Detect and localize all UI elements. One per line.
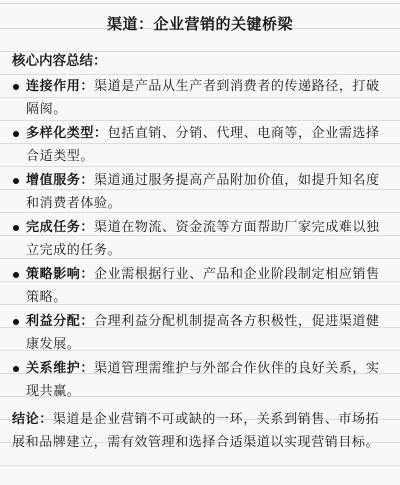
bullet-icon [13, 84, 19, 90]
page-title: 渠道：企业营销的关键桥梁 [106, 15, 293, 33]
bullet-icon [13, 131, 19, 137]
item-separator: ： [80, 173, 95, 188]
conclusion-term: 结论 [12, 412, 40, 427]
list-item [10, 311, 390, 356]
list-item [10, 358, 390, 403]
item-term: 关系维护 [26, 361, 81, 376]
conclusion-paragraph [12, 409, 390, 454]
item-separator: ： [80, 314, 95, 329]
list-item [10, 170, 390, 215]
item-separator: ： [80, 267, 95, 282]
item-text: 企业需根据行业、产品和企业阶段制定相应销售策略。 [26, 267, 380, 305]
summary-list [10, 76, 390, 403]
item-text: 包括直销、分销、代理、电商等，企业需选择合适类型。 [26, 126, 380, 164]
item-text: 渠道管理需维护与外部合作伙伴的良好关系，实现共赢。 [26, 361, 380, 399]
item-term: 利益分配 [26, 314, 81, 329]
list-item [10, 123, 390, 168]
list-item [10, 217, 390, 262]
item-separator: ： [80, 220, 95, 235]
summary-heading: 核心内容总结： [12, 53, 107, 69]
item-text: 合理利益分配机制提高各方积极性，促进渠道健康发展。 [26, 314, 380, 352]
list-item [10, 264, 390, 309]
item-separator: ： [94, 126, 108, 141]
item-term: 连接作用 [26, 79, 81, 94]
bullet-icon [13, 272, 19, 278]
conclusion-text: 渠道是企业营销不可或缺的一环，关系到销售、市场拓展和品牌建立，需有效管理和选择合适渠道以实现营销目标。 [12, 412, 380, 450]
item-term: 增值服务 [26, 173, 81, 188]
item-term: 完成任务 [26, 220, 81, 235]
bullet-icon [13, 178, 19, 184]
item-term: 多样化类型 [26, 126, 95, 141]
bullet-icon [13, 225, 19, 231]
bullet-icon [13, 366, 19, 372]
item-term: 策略影响 [26, 267, 81, 282]
item-separator: ： [80, 79, 95, 94]
list-item [10, 76, 390, 121]
item-text: 渠道在物流、资金流等方面帮助厂家完成难以独立完成的任务。 [26, 220, 380, 258]
conclusion-separator: ： [39, 412, 53, 427]
bullet-icon [13, 319, 19, 325]
item-separator: ： [80, 361, 95, 376]
item-text: 渠道是产品从生产者到消费者的传递路径，打破隔阂。 [26, 79, 380, 117]
item-text: 渠道通过服务提高产品附加价值，如提升知名度和消费者体验。 [26, 173, 380, 211]
